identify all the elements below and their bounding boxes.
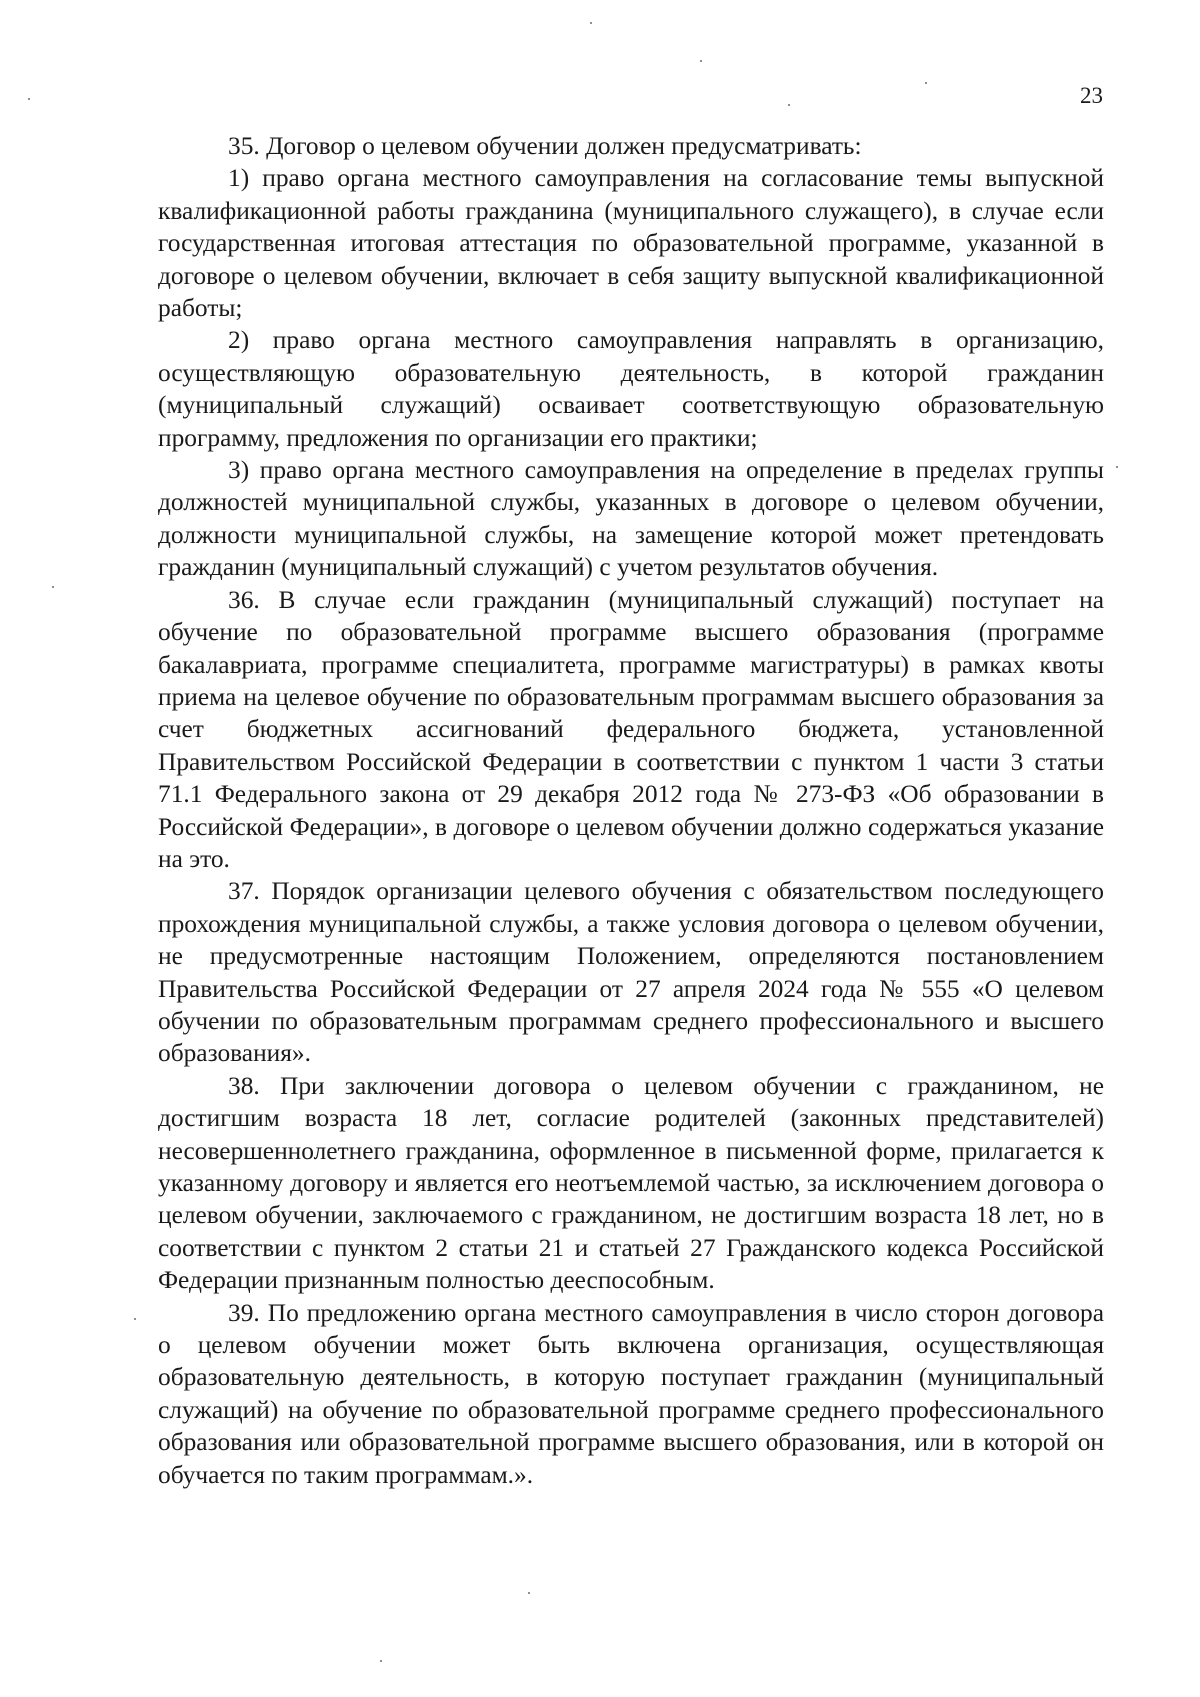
scan-speck	[1116, 466, 1118, 468]
paragraph-35: 35. Договор о целевом обучении должен предусматривать:	[228, 132, 862, 160]
document-body	[158, 130, 1104, 1491]
scan-speck	[380, 1660, 382, 1662]
scan-speck	[52, 586, 54, 588]
paragraph-38: 38. При заключении договора о целевом обучении с гражданином, не достигшим возраста 18 лет, согласие родителей (законных представителей) несовершеннолетнего гражданина, оформленное в письменной форме, прилагается к указанному договору и является его неотъемлемой частью, за исключением договора о целевом обучении, заключаемого с гражданином, не достигшим возраста 18 лет, но в соответствии с пунктом 2 статьи 21 и статьей 27 Гражданского кодекса Российской Федерации признанным полностью дееспособным.	[158, 1071, 1104, 1295]
paragraph-35-item-1: 1) право органа местного самоуправления на согласование темы выпускной квалификационной работы гражданина (муниципального служащего), в случае если государственная итоговая аттестация по образовательной программе, указанной в договоре о целевом обучении, включает в себя защиту выпускной квалификационной работы;	[158, 164, 1104, 323]
scan-speck	[528, 1592, 530, 1594]
scan-speck	[788, 104, 790, 106]
scan-speck	[925, 82, 927, 84]
paragraph-37: 37. Порядок организации целевого обучения с обязательством последующего прохождения муниципальной службы, а также условия договора о целевом обучении, не предусмотренные настоящим Положением, определяются постановлением Правительства Российской Федерации от 27 апреля 2024 года № 555 «О целевом обучении по образовательным программам среднего профессионального и высшего образования».	[158, 877, 1104, 1068]
scan-speck	[134, 1318, 136, 1320]
paragraph-36: 36. В случае если гражданин (муниципальный служащий) поступает на обучение по образовательной программе высшего образования (программе бакалавриата, программе специалитета, программе магистратуры) в рамках квоты приема на целевое обучение по образовательным программам высшего образования за счет бюджетных ассигнований федерального бюджета, установленной Правительством Российской Федерации в соответствии с пунктом 1 части 3 статьи 71.1 Федерального закона от 29 декабря 2012 года № 273-ФЗ «Об образовании в Российской Федерации», в договоре о целевом обучении должно содержаться указание на это.	[158, 585, 1104, 873]
scan-speck	[28, 98, 30, 100]
page-number: 23	[1080, 83, 1103, 108]
scan-speck	[700, 60, 702, 62]
paragraph-35-item-3: 3) право органа местного самоуправления на определение в пределах группы должностей муниципальной службы, указанных в договоре о целевом обучении, должности муниципальной службы, на замещение которой может претендовать гражданин (муниципальный служащий) с учетом результатов обучения.	[158, 456, 1104, 582]
paragraph-35-item-2: 2) право органа местного самоуправления направлять в организацию, осуществляющую образовательную деятельность, в которой гражданин (муниципальный служащий) осваивает соответствующую образовательную программу, предложения по организации его практики;	[158, 326, 1104, 452]
paragraph-39: 39. По предложению органа местного самоуправления в число сторон договора о целевом обучении может быть включена организация, осуществляющая образовательную деятельность, в которую поступает гражданин (муниципальный служащий) на обучение по образовательной программе среднего профессионального образования или образовательной программе высшего образования, или в которой он обучается по таким программам.».	[158, 1298, 1104, 1489]
scan-speck	[590, 22, 592, 24]
